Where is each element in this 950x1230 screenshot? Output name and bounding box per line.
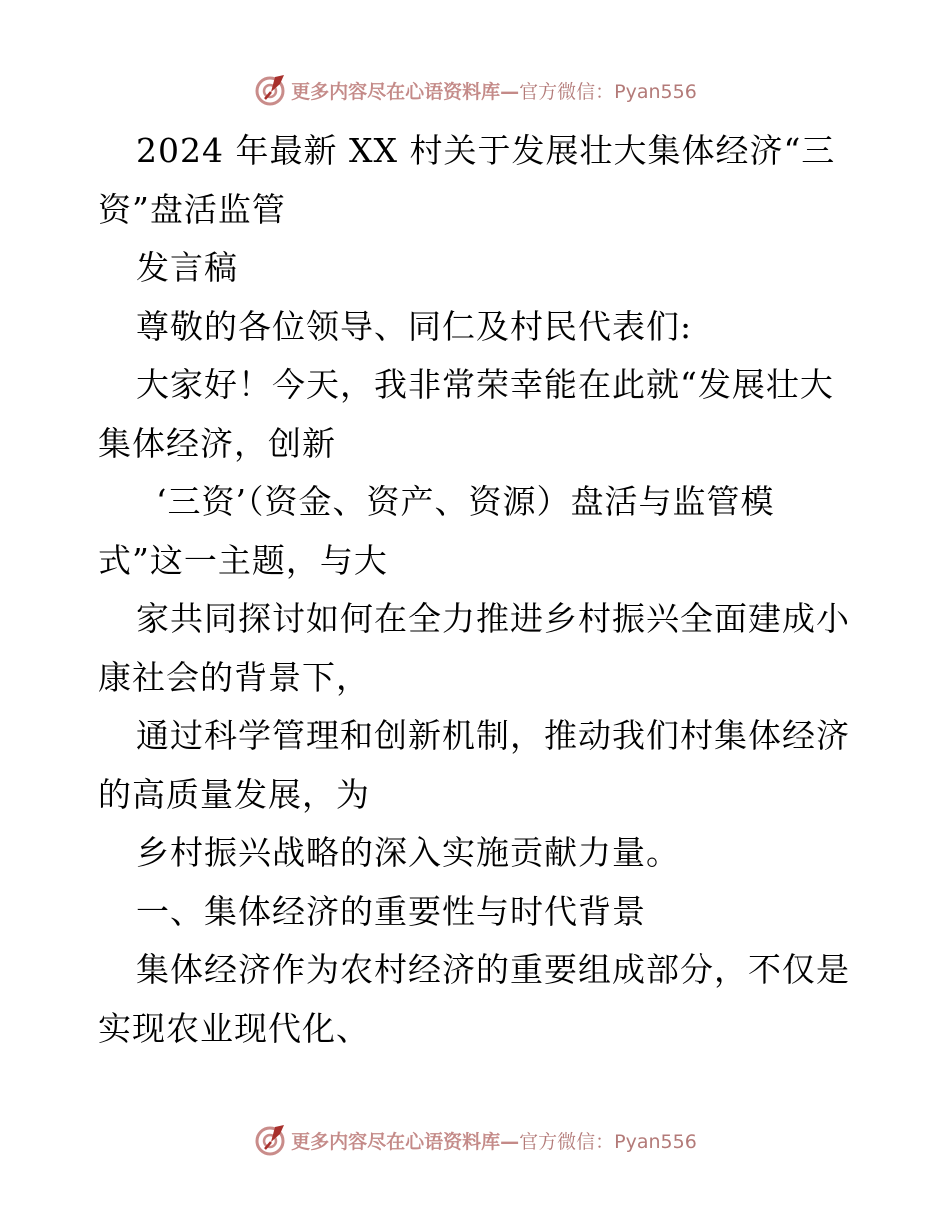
speech-body: [98, 122, 858, 1058]
paragraph-line: 乡村振兴战略的深入实施贡献力量。: [136, 833, 680, 872]
quill-logo-icon: [253, 73, 287, 107]
footer-watermark: [0, 1122, 950, 1158]
paragraph-line: 通过科学管理和创新机制，推动我们村集体经济: [136, 716, 850, 755]
paragraph-line: 的高质量发展，为: [98, 774, 370, 814]
watermark-text: 更多内容尽在心语资料库—官方微信：Pyan556: [291, 1130, 697, 1153]
subtitle: 发言稿: [136, 248, 238, 287]
paragraph-line: 康社会的背景下，: [98, 657, 370, 697]
paragraph-line: 集体经济作为农村经济的重要组成部分，不仅是: [136, 950, 850, 989]
paragraph-line: ‘三资’（资金、资产、资源）盘活与监管模: [156, 482, 775, 521]
salutation: 尊敬的各位领导、同仁及村民代表们:: [136, 306, 693, 346]
header-watermark: [0, 72, 950, 108]
paragraph-line: 集体经济，创新: [98, 423, 336, 463]
title-line-2: 资”盘活监管: [98, 189, 286, 229]
title-line-1: 2024 年最新 XX 村关于发展壮大集体经济“三: [136, 131, 836, 170]
paragraph-line: 大家好！今天，我非常荣幸能在此就“发展壮大: [136, 365, 834, 404]
paragraph-line: 实现农业现代化、: [98, 1008, 370, 1048]
paragraph-line: 式”这一主题，与大: [98, 540, 388, 580]
quill-logo-icon: [253, 1123, 287, 1157]
watermark-text: 更多内容尽在心语资料库—官方微信：Pyan556: [291, 80, 697, 103]
paragraph-line: 家共同探讨如何在全力推进乡村振兴全面建成小: [136, 599, 850, 638]
section-heading: 一、集体经济的重要性与时代背景: [136, 891, 646, 931]
